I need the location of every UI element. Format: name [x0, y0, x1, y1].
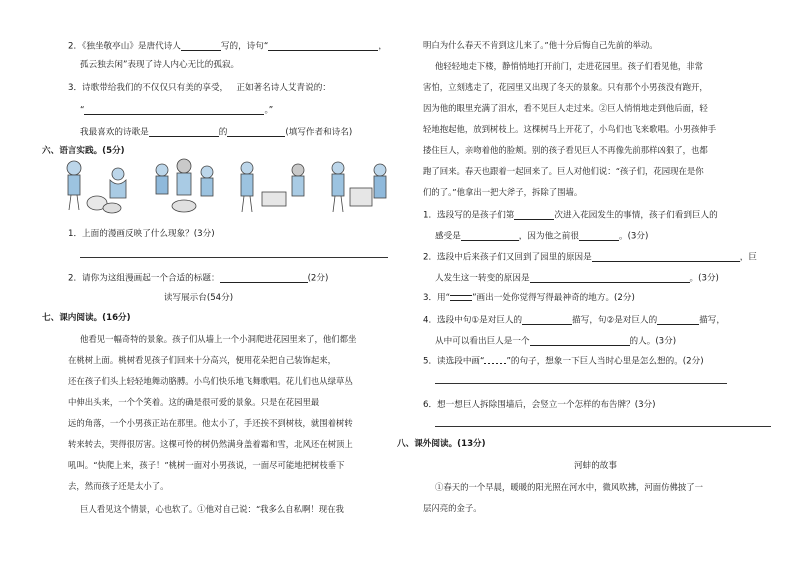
- passage-line: 转来转去，哭得很厉害。这棵可怜的树仍然满身盖着霜和雪，北风还在树顶上: [68, 439, 353, 449]
- answer-blank[interactable]: [181, 41, 221, 51]
- section-title: 读写展示台(54分): [163, 293, 234, 303]
- passage-line: 巨人看见这个情景，心也软了。①他对自己说：“我多么自私啊！现在我: [80, 504, 344, 514]
- passage-line: 他轻轻地走下楼，静悄悄地打开前门，走进花园里。孩子们看见他，非常: [435, 61, 703, 71]
- answer-blank[interactable]: [84, 105, 264, 115]
- reading-question-2-line-1: 2．选段中后来孩子们又回到了园里的原因是 ，巨: [423, 252, 757, 263]
- comic-strip-image: [62, 158, 392, 220]
- reading-question-4-line-1: 4．选段中句①是对巨人的 描写，句②是对巨人的 描写，: [423, 315, 725, 326]
- reading-question-5: 5．读选段中画“ ”的句子，想象一下巨人当时心里是怎么想的。(2分): [423, 356, 704, 367]
- reading-question-2-line-2: 人发生这一转变的原因是 。(3分): [435, 273, 719, 284]
- section-8-heading: 八、课外阅读。(13分): [397, 439, 486, 449]
- question-2-line-1: 2．《独坐敬亭山》是唐代诗人 写的，诗句“ ，: [68, 41, 387, 52]
- reading-question-3: 3．用“ ”画出一处你觉得写得最神奇的地方。(2分): [423, 293, 635, 303]
- passage-line: 还在孩子们头上轻轻地舞动胳膊。小鸟们快乐地飞舞歌唱。花儿们也从绿草丛: [68, 376, 353, 386]
- passage-line: 因为他的眼里充满了泪水，看不见巨人走过来。②巨人悄悄地走到他后面，轻: [423, 103, 708, 113]
- answer-blank[interactable]: [268, 41, 378, 51]
- question-2-line-2: 孤云独去闲”表现了诗人内心无比的孤寂。: [80, 60, 240, 70]
- answer-line[interactable]: [435, 426, 771, 427]
- answer-blank[interactable]: [522, 315, 572, 325]
- question-3-line-3: 我最喜欢的诗歌是 的 (填写作者和诗名): [80, 127, 353, 138]
- section-6-question-1: 1．上面的漫画反映了什么现象？(3分): [68, 229, 215, 239]
- passage-line: 他看见一幅奇特的景象。孩子们从墙上一个小洞爬进花园里来了，他们都坐: [80, 334, 357, 344]
- answer-blank[interactable]: [149, 127, 219, 137]
- answer-blank[interactable]: [530, 273, 690, 283]
- reading-question-6: 6．想一想巨人拆除围墙后，会竖立一个怎样的布告牌？(3分): [423, 400, 656, 410]
- answer-blank[interactable]: [514, 210, 554, 220]
- passage-line: 去，然而孩子还是太小了。: [68, 481, 169, 491]
- reading-question-1-line-1: 1．选段写的是孩子们第 次进入花园发生的事情，孩子们看到巨人的: [423, 210, 718, 221]
- passage-line: 中伸出头来，一个个笑着。这的确是很可爱的景象。只是在花园里最: [68, 397, 320, 407]
- passage-line: 明白为什么春天不肯到这儿来了。”他十分后悔自己先前的举动。: [423, 40, 658, 50]
- question-3-line-2: “ 。”: [80, 105, 274, 116]
- passage-line: 们的了。”他拿出一把大斧子，拆除了围墙。: [423, 187, 583, 197]
- answer-blank[interactable]: [592, 252, 740, 262]
- section-7-heading: 七、课内阅读。(16分): [42, 313, 131, 323]
- passage-line: 跑了回来。春天也跟着一起回来了。巨人对他们说：“孩子们，花园现在是你: [423, 166, 704, 176]
- section-6-question-2: 2．请你为这组漫画起一个合适的标题： (2分): [68, 273, 329, 284]
- passage-line: 在桃树上面。桃树看见孩子们回来十分高兴，便用花朵把自己装饰起来，: [68, 355, 336, 365]
- wavy-underline-icon: [484, 357, 506, 366]
- passage-line: 吼叫。“快爬上来，孩子！”桃树一面对小男孩说，一面尽可能地把树枝垂下: [68, 460, 345, 470]
- passage-line: 轻地抱起他，放到树枝上。这棵树马上开花了，小鸟们也飞来歌唱。小男孩伸手: [423, 124, 717, 134]
- question-3-line-1: 3．诗歌带给我们的不仅仅只有美的享受， 正如著名诗人艾青说的：: [68, 83, 331, 93]
- story-line: 层闪亮的金子。: [423, 503, 482, 513]
- answer-blank[interactable]: [530, 336, 630, 346]
- answer-blank[interactable]: [227, 127, 285, 137]
- answer-blank[interactable]: [461, 231, 519, 241]
- passage-line: 搂住巨人，亲吻着他的脸颊。别的孩子看见巨人不再像先前那样凶狠了，也都: [423, 145, 708, 155]
- passage-line: 远的角落，一个小男孩正站在那里。他太小了，手还挨不到树枝，就围着树转: [68, 418, 353, 428]
- answer-blank[interactable]: [657, 315, 699, 325]
- reading-question-4-line-2: 从中可以看出巨人是一个 的人。(3分): [435, 336, 677, 347]
- answer-blank[interactable]: [579, 231, 619, 241]
- answer-line[interactable]: [435, 383, 727, 384]
- answer-blank[interactable]: [220, 273, 308, 283]
- reading-question-1-line-2: 感受是 ，因为他之前很 。(3分): [435, 231, 649, 242]
- double-underline-icon: [450, 295, 472, 301]
- story-title: 河蚌的故事: [574, 461, 617, 471]
- story-line: ①春天的一个早晨，暖暖的阳光照在河水中，微风吹拂，河面仿佛披了一: [435, 482, 703, 492]
- section-6-heading: 六、语言实践。(5分): [42, 146, 125, 156]
- answer-line[interactable]: [80, 257, 388, 258]
- passage-line: 害怕，立刻逃走了，花园里又出现了冬天的景象。只有那个小男孩没有跑开，: [423, 82, 708, 92]
